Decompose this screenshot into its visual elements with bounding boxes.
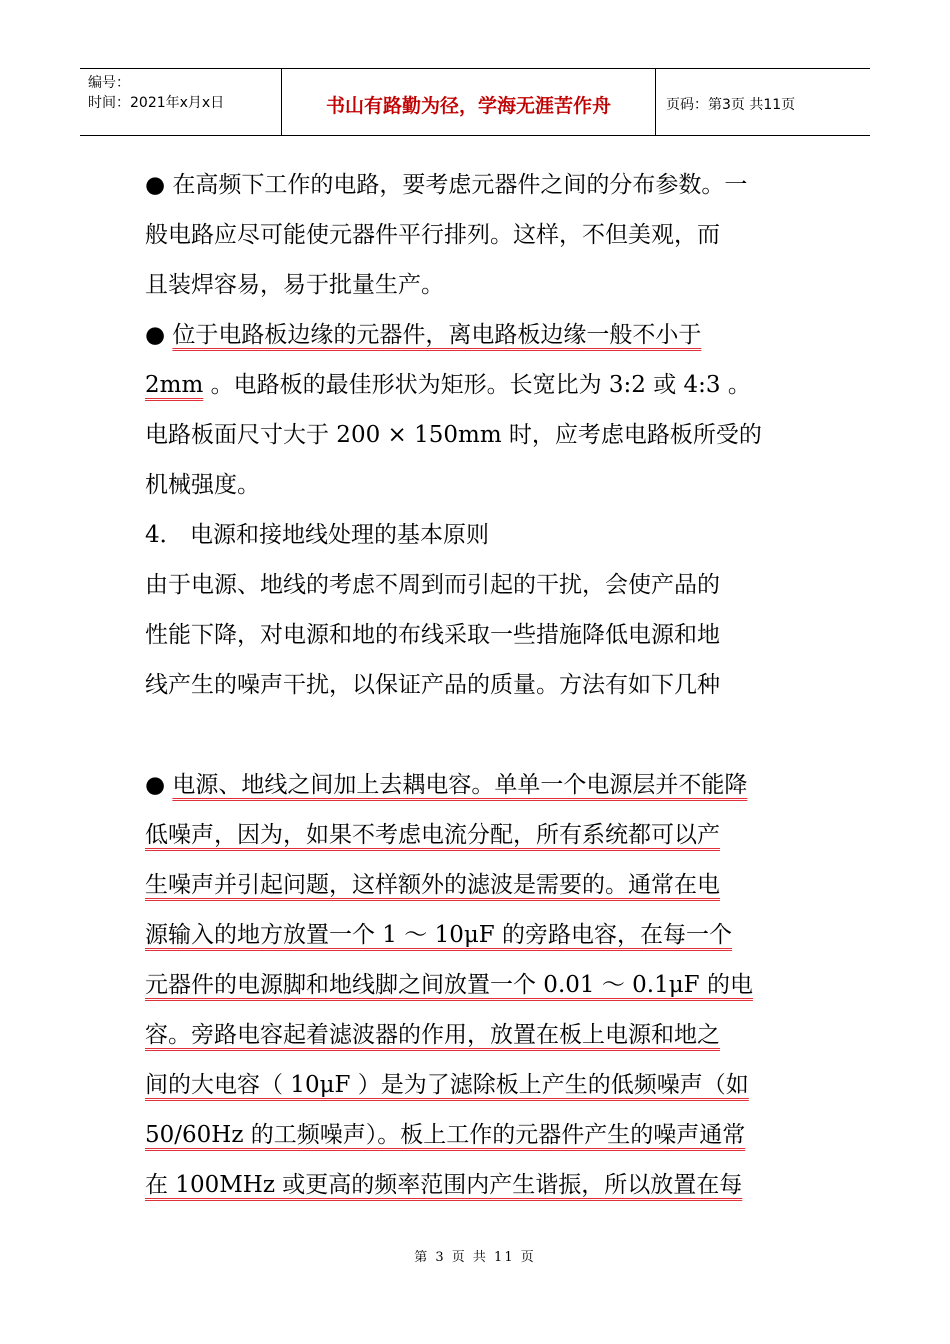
text-line: ● 在高频下工作的电路，要考虑元器件之间的分布参数。一 [145, 172, 748, 198]
text-line [145, 1060, 810, 1110]
underlined-text: 容。旁路电容起着滤波器的作用，放置在板上电源和地之 [145, 1022, 720, 1048]
underlined-text: 元器件的电源脚和地线脚之间放置一个 0.01 ～ 0.1μF 的电 [145, 972, 753, 998]
text-line [145, 1110, 810, 1160]
text-line [145, 310, 810, 360]
underlined-text: 生噪声并引起问题，这样额外的滤波是需要的。通常在电 [145, 872, 720, 898]
text-line: 机械强度。 [145, 472, 260, 498]
text-line [145, 760, 810, 810]
underlined-text: 在 100MHz 或更高的频率范围内产生谐振，所以放置在每 [145, 1172, 743, 1198]
text-line: 由于电源、地线的考虑不周到而引起的干扰，会使产品的 [145, 572, 720, 598]
text-line [145, 1160, 810, 1210]
text-span: 。电路板的最佳形状为矩形。长宽比为 3:2 或 4:3 。 [203, 372, 751, 398]
underlined-text: 低噪声，因为，如果不考虑电流分配，所有系统都可以产 [145, 822, 720, 848]
text-line [145, 360, 810, 410]
text-line: 线产生的噪声干扰，以保证产品的质量。方法有如下几种 [145, 672, 720, 698]
date-label: 时间：2021年x月x日 [88, 95, 225, 111]
header-meta [80, 69, 282, 135]
bullet: ● [145, 322, 173, 348]
text-line [145, 1010, 810, 1060]
header-page-number: 页码：第3页 共11页 [666, 97, 796, 113]
text-line: 般电路应尽可能使元器件平行排列。这样，不但美观，而 [145, 222, 720, 248]
underlined-text: 2mm [145, 372, 204, 398]
text-line [145, 910, 810, 960]
header-motto: 书山有路勤为径，学海无涯苦作舟 [282, 69, 656, 135]
page-footer: 第 3 页 共 11 页 [414, 1250, 536, 1265]
underlined-text: 电源、地线之间加上去耦电容。单单一个电源层并不能降 [172, 772, 748, 798]
text-line: 且装焊容易，易于批量生产。 [145, 272, 444, 298]
underlined-text: 间的大电容（ 10μF ）是为了滤除板上产生的低频噪声（如 [145, 1072, 749, 1098]
blank-line [145, 710, 810, 760]
underlined-text: 50/60Hz 的工频噪声）。板上工作的元器件产生的噪声通常 [145, 1122, 746, 1148]
document-header [80, 68, 870, 136]
text-line [145, 960, 810, 1010]
section-heading: 4． 电源和接地线处理的基本原则 [145, 522, 489, 548]
text-line [145, 860, 810, 910]
number-label: 编号： [88, 75, 130, 91]
underlined-text: 源输入的地方放置一个 1 ～ 10μF 的旁路电容，在每一个 [145, 922, 733, 948]
text-line: 电路板面尺寸大于 200 × 150mm 时，应考虑电路板所受的 [145, 422, 762, 448]
text-line [145, 810, 810, 860]
bullet: ● [145, 772, 173, 798]
text-line: 性能下降，对电源和地的布线采取一些措施降低电源和地 [145, 622, 720, 648]
document-body [145, 160, 810, 1210]
underlined-text: 位于电路板边缘的元器件，离电路板边缘一般不小于 [172, 322, 702, 348]
